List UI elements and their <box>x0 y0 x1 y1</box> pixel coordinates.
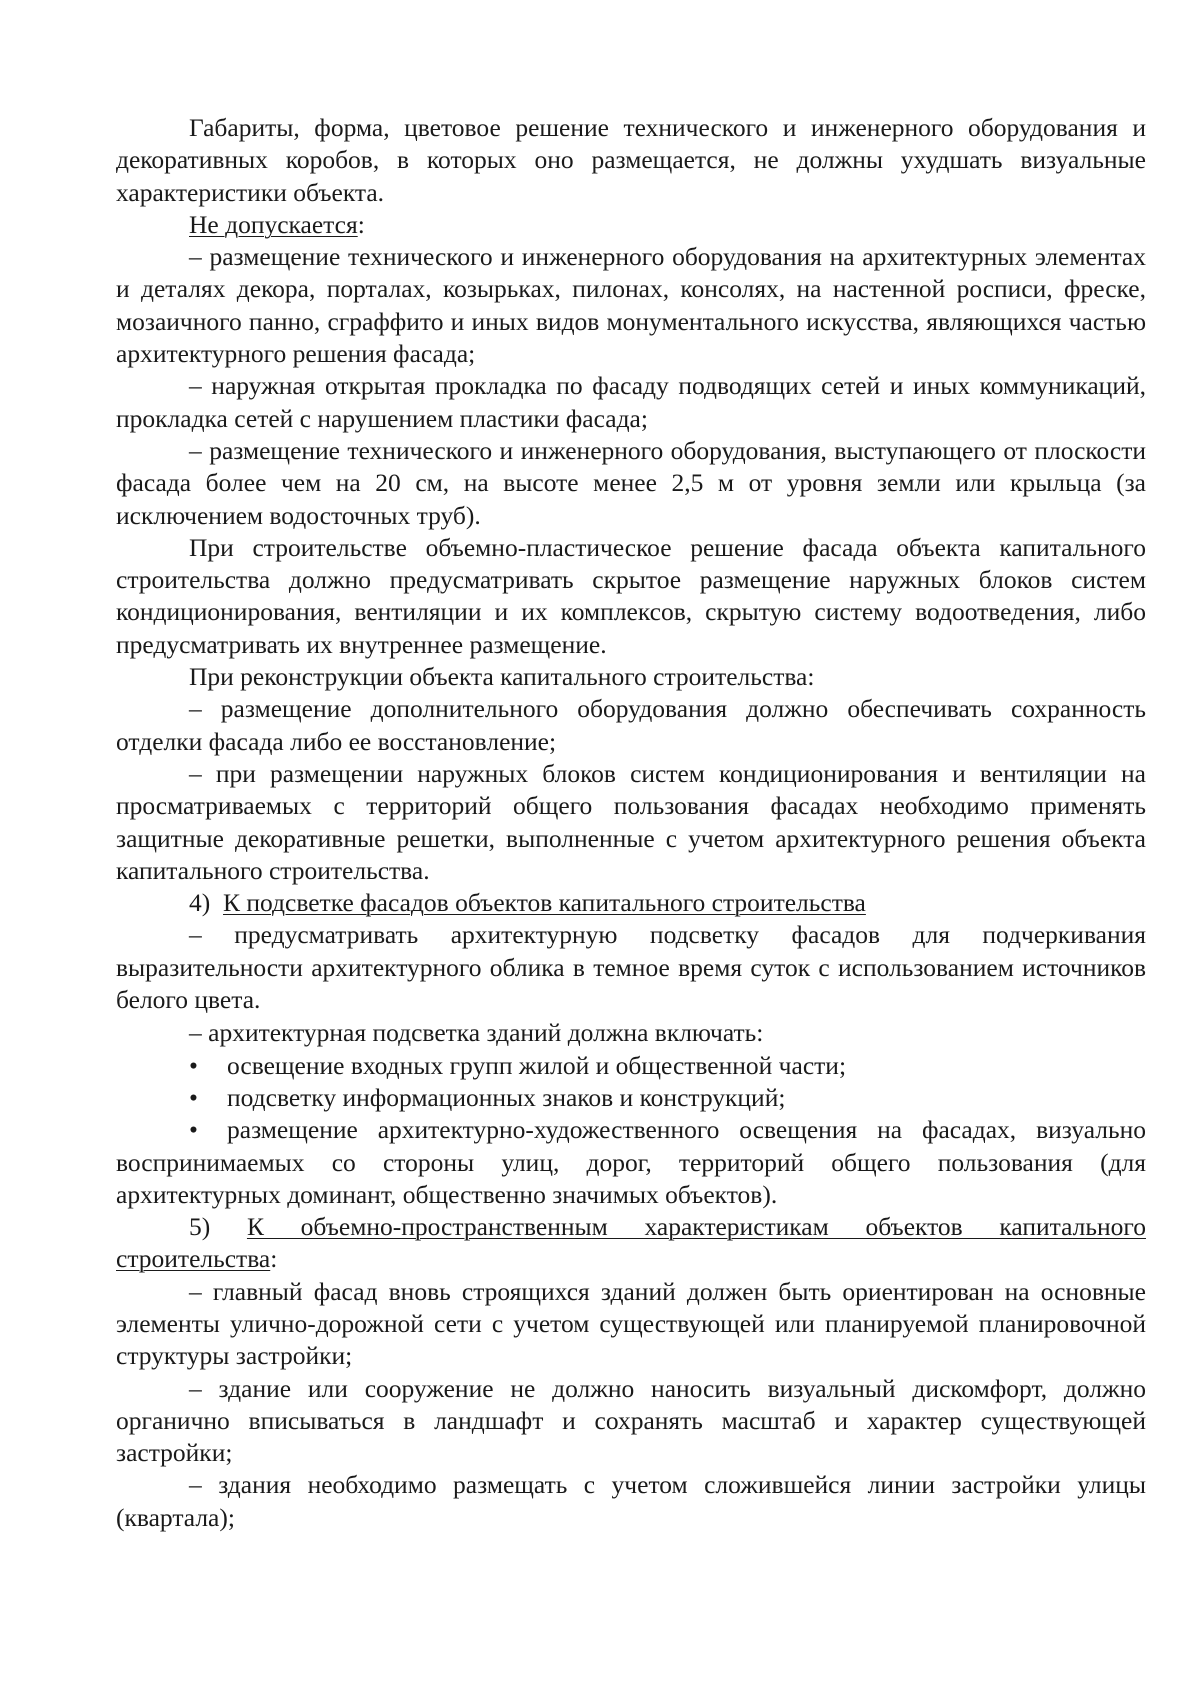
paragraph-prohibition-decor: – размещение технического и инженерного оборудования на архитектурных элементах и деталях декора, порталах, козырьках, пилонах, консолях, на настенной росписи, фреске, мозаичного панно, сграффито и иных видов монументального искусства, являющихся частью архитектурного решения фасада; <box>116 242 1146 369</box>
paragraph-prohibition-networks: – наружная открытая прокладка по фасаду подводящих сетей и иных коммуникаций, прокладка сетей с нарушением пластики фасада; <box>116 371 1146 433</box>
paragraph-reconstruction-equipment: – размещение дополнительного оборудования должно обеспечивать сохранность отделки фасада либо ее восстановление; <box>116 694 1146 756</box>
section-title-5: К объемно-пространственным характеристикам объектов капитального строительства <box>116 1212 1147 1274</box>
bullet-icon: • <box>189 1050 198 1080</box>
paragraph-not-allowed-heading <box>116 209 1146 241</box>
not-allowed-label: Не допускается <box>189 209 358 239</box>
paragraph-prohibition-protruding: – размещение технического и инженерного оборудования, выступающего от плоскости фасада более чем на 20 см, на высоте менее 2,5 м от уровня земли или крыльца (за исключением водосточных труб). <box>116 435 1146 530</box>
bullet-item <box>116 1082 1146 1114</box>
paragraph-lighting-requirement: – предусматривать архитектурную подсветку фасадов для подчеркивания выразительности архитектурного облика в темное время суток с использованием источников белого цвета. <box>116 920 1146 1015</box>
bullet-text: размещение архитектурно-художественного освещения на фасадах, визуально воспринимаемых со стороны улиц, дорог, территорий общего пользования (для архитектурных доминант, общественно значимых объектов). <box>116 1115 1146 1209</box>
bullet-text: подсветку информационных знаков и конструкций; <box>227 1082 786 1112</box>
paragraph-equipment-dimensions: Габариты, форма, цветовое решение технического и инженерного оборудования и декоративных коробов, в которых оно размещается, не должны ухудшать визуальные характеристики объекта. <box>116 113 1146 207</box>
paragraph-building-line: – здания необходимо размещать с учетом сложившейся линии застройки улицы (квартала); <box>116 1470 1146 1532</box>
section-number-4: 4) <box>189 888 211 918</box>
paragraph-construction: При строительстве объемно-пластическое решение фасада объекта капитального строительства должно предусматривать скрытое размещение наружных блоков систем кондиционирования, вентиляции и их комплексов, скрытую систему водоотведения, либо предусматривать их внутреннее размещение. <box>116 532 1146 659</box>
bullet-item <box>116 1114 1146 1211</box>
section-title-5-colon: : <box>270 1244 278 1274</box>
section-number-5: 5) <box>189 1212 211 1242</box>
bullet-icon: • <box>189 1115 198 1145</box>
paragraph-reconstruction: При реконструкции объекта капитального строительства: <box>189 662 815 692</box>
document-page <box>116 112 1146 1534</box>
bullet-item <box>116 1050 1146 1082</box>
paragraph-lighting-include: – архитектурная подсветка зданий должна включать: <box>189 1018 764 1048</box>
section-heading-5 <box>116 1211 1146 1276</box>
section-title-4: К подсветке фасадов объектов капитального строительства <box>223 888 866 918</box>
paragraph-reconstruction-grilles: – при размещении наружных блоков систем кондиционирования и вентиляции на просматриваемых с территорий общего пользования фасадах необходимо применять защитные декоративные решетки, выполненные с учетом архитектурного решения объекта капитального строительства. <box>116 758 1146 885</box>
not-allowed-colon: : <box>357 209 365 239</box>
paragraph-visual-discomfort: – здание или сооружение не должно наносить визуальный дискомфорт, должно органично вписываться в ландшафт и сохранять масштаб и характер существующей застройки; <box>116 1373 1146 1468</box>
bullet-icon: • <box>189 1082 198 1112</box>
section-heading-4 <box>116 887 1146 919</box>
bullet-text: освещение входных групп жилой и общественной части; <box>227 1050 847 1080</box>
paragraph-main-facade: – главный фасад вновь строящихся зданий должен быть ориентирован на основные элементы улично-дорожной сети с учетом существующей или планируемой планировочной структуры застройки; <box>116 1276 1146 1371</box>
